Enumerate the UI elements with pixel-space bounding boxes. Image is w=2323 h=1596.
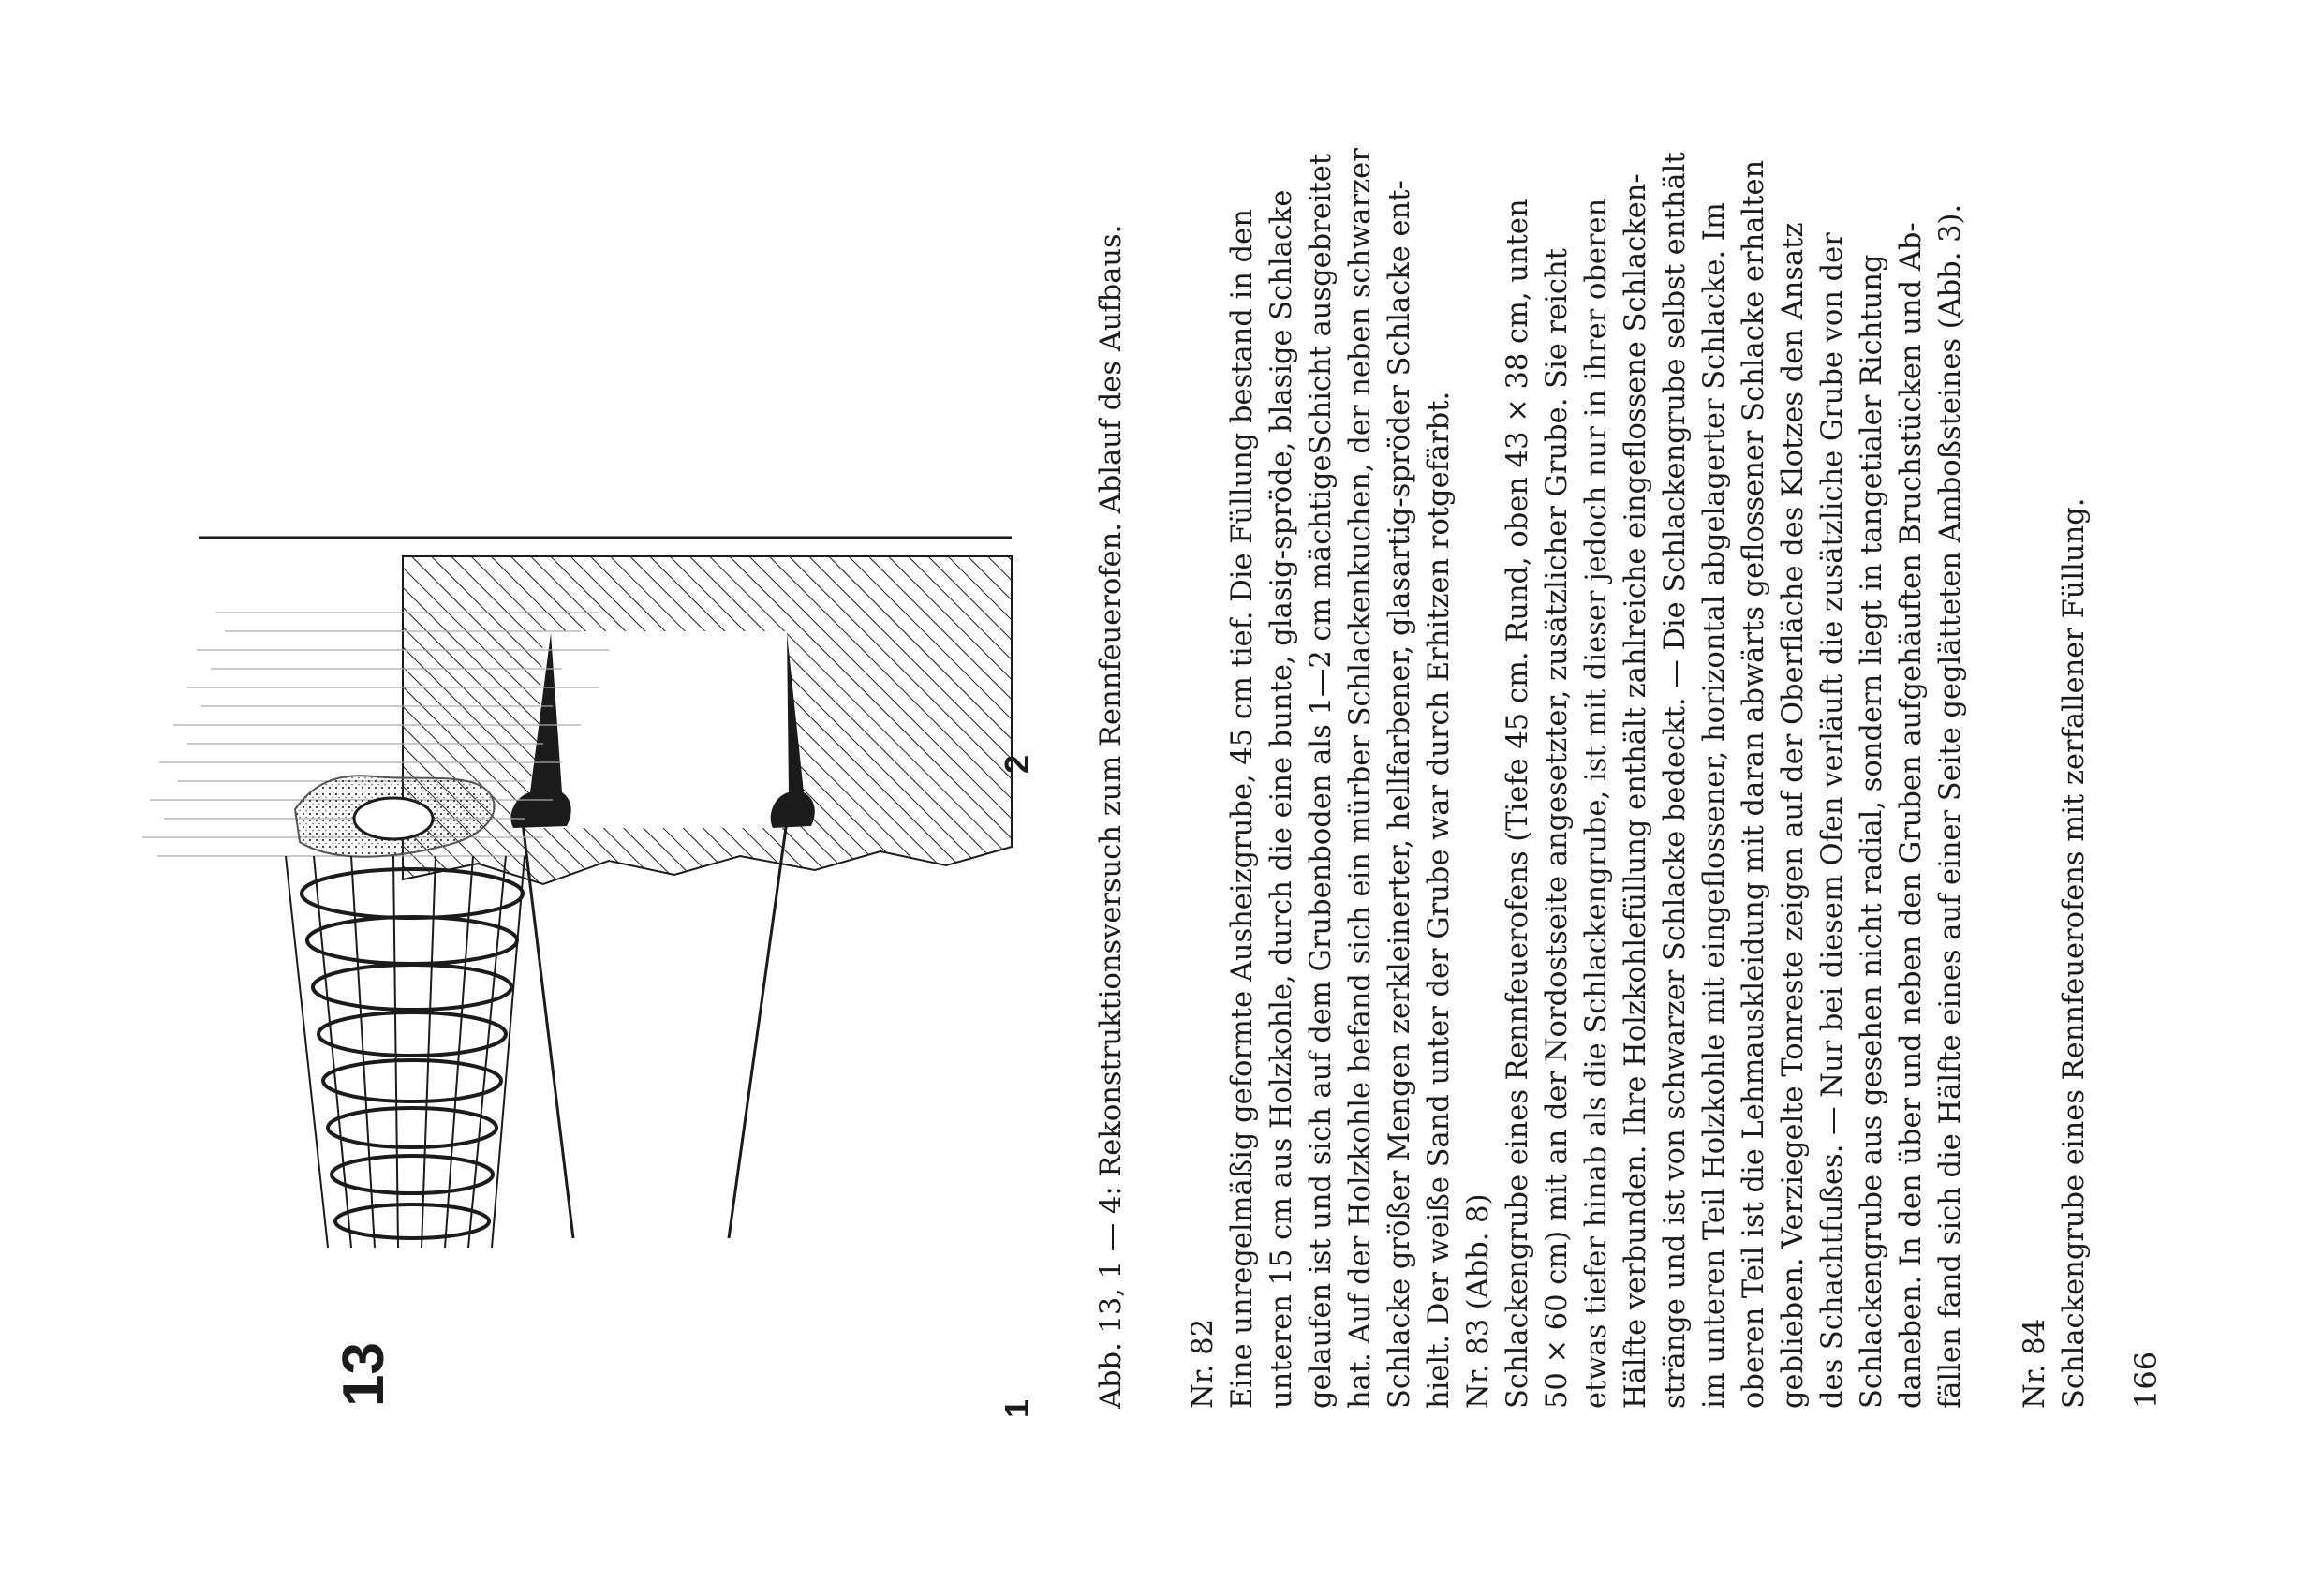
shaft-wall-right [729, 807, 789, 1238]
entry-line: daneben. In den über und neben den Gruben aufgehäuften Bruchstücken und Ab- [1895, 222, 1928, 1409]
entry-line: Eine unregelmäßig geformte Ausheizgrube, 45 cm tief. Die Füllung bestand in den [1226, 209, 1259, 1409]
entry-line: im unteren Teil Holzkohle mit eingeflossener, horizontal abgelagerter Schlacke. Im [1698, 202, 1731, 1409]
entry-nr-83 [1459, 0, 1971, 1409]
entry-line: 50 × 60 cm) mit an der Nordostseite angesetzter, zusätzlicher Grube. Sie reicht [1541, 248, 1574, 1409]
frame-opening [354, 798, 433, 839]
entry-nr-82 [1184, 0, 1459, 1409]
figure-illustrations [0, 0, 1068, 1596]
entry-line: des Schachtfußes. — Nur bei diesem Ofen verläuft die zusätzliche Grube von der [1816, 232, 1849, 1409]
entry-line: Schlackengrube eines Rennfeuerofens (Tiefe 45 cm. Rund, oben 43 × 38 cm, unten [1502, 199, 1534, 1409]
shaft-pit [534, 631, 796, 828]
entry-line: hat. Auf der Holzkohle befand sich ein mürber Schlackenkuchen, der neben schwarzer [1344, 148, 1377, 1409]
entry-line: stränge und ist von schwarzer Schlacke bedeckt. — Die Schlackengrube selbst enthält [1659, 152, 1692, 1409]
entry-nr-84 [2016, 0, 2094, 1409]
panel-label-1: 1 [998, 1398, 1036, 1418]
entry-line: unteren 15 cm aus Holzkohle, durch die eine bunte, glasig-spröde, blasige Schlacke [1265, 189, 1298, 1409]
entry-line: etwas tiefer hinab als die Schlackengrube, ist mit dieser jedoch nur in ihrer oberen [1580, 198, 1613, 1409]
entry-line: hielt. Der weiße Sand unter der Grube war durch Erhitzen rotgefärbt. [1423, 391, 1456, 1409]
entry-line: Schlackengrube eines Rennfeuerofens mit zerfallener Füllung. [2058, 497, 2091, 1409]
entry-heading: Nr. 83 (Abb. 8) [1462, 1193, 1495, 1409]
frame-hoops [302, 869, 523, 1238]
page-number: 166 [2128, 1351, 2164, 1409]
entry-line: fällen fand sich die Hälfte eines auf einer Seite geglätteten Amboßsteines (Abb. 3). [1934, 203, 1967, 1409]
entry-line: gelaufen ist und sich auf dem Grubenboden als 1—2 cm mächtigeSchicht ausgebreitet [1305, 153, 1338, 1409]
entry-line: Schlacke größer Mengen zerkleinerter, hellfarbener, glasartig-spröder Schlacke ent- [1383, 180, 1416, 1409]
entry-line: Schlackengrube aus gesehen nicht radial, sondern liegt in tangetialer Richtung [1856, 254, 1888, 1409]
entry-line: oberen Teil ist die Lehmauskleidung mit daran abwärts geflossener Schlacke erhalten [1738, 159, 1770, 1409]
entry-line: Hälfte verbunden. Ihre Holzkohlefüllung enthält zahlreiche eingeflossene Schlacken- [1620, 173, 1652, 1409]
entry-line: geblieben. Verziegelte Tonreste zeigen auf der Oberfläche des Klotzes den Ansatz [1777, 222, 1810, 1409]
figure-number: 13 [332, 1342, 396, 1407]
panel-1-cross-section [199, 538, 1012, 1238]
panel-label-2: 2 [998, 754, 1036, 774]
frame-rods [286, 856, 525, 1248]
figure-caption: Abb. 13, 1 — 4: Rekonstruktionsversuch zum Rennfeuerofen. Ablauf des Aufbaus. [1095, 224, 1128, 1409]
entry-heading: Nr. 84 [2019, 1318, 2051, 1409]
entry-heading: Nr. 82 [1187, 1318, 1220, 1409]
